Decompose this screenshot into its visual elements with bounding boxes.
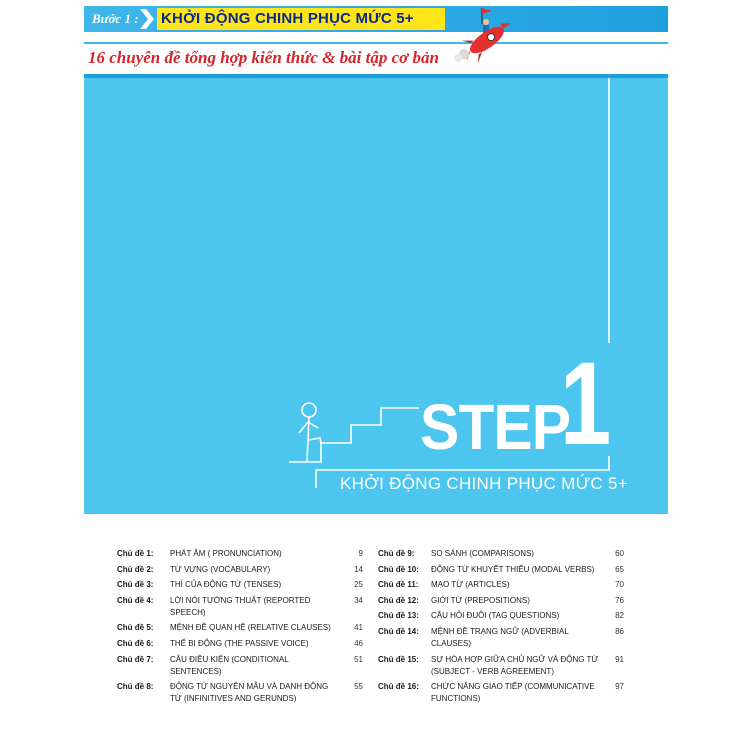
toc-label: Chủ đề 10: (378, 564, 419, 574)
toc-label: Chủ đề 3: (117, 580, 154, 590)
toc-title: PHÁT ÂM ( PRONUNCIATION) (170, 549, 282, 558)
step-word: STEP (420, 391, 571, 463)
toc-title: SO SÁNH (COMPARISONS) (431, 549, 534, 558)
toc-page: 97 (615, 682, 624, 692)
toc-label: Chủ đề 13: (378, 611, 419, 621)
chevron-right-icon (138, 8, 156, 30)
toc-title: MỆNH ĐỀ QUAN HỆ (RELATIVE CLAUSES) (170, 623, 331, 633)
toc-row[interactable] (378, 681, 624, 705)
toc-row[interactable] (378, 595, 624, 607)
toc-page: 82 (615, 611, 624, 621)
toc-label: Chủ đề 15: (378, 654, 419, 664)
rocket-icon (452, 2, 522, 64)
toc-page: 51 (354, 654, 363, 664)
toc-title: THỂ BỊ ĐỘNG (THE PASSIVE VOICE) (170, 638, 309, 648)
toc-page: 91 (615, 654, 624, 664)
toc-title: GIỚI TỪ (PREPOSITIONS) (431, 595, 530, 605)
toc-label: Chủ đề 12: (378, 595, 419, 605)
toc-left-column (117, 548, 363, 709)
section-title: KHỞI ĐỘNG CHINH PHỤC MỨC 5+ (157, 8, 445, 30)
toc-title: THÌ CỦA ĐỘNG TỪ (TENSES) (170, 580, 282, 590)
toc-row[interactable] (378, 610, 624, 622)
step-caption: KHỞI ĐỘNG CHINH PHỤC MỨC 5+ (340, 474, 628, 493)
toc-row[interactable] (117, 564, 363, 576)
toc-title: LỜI NÓI TƯỜNG THUẬT (REPORTED SPEECH) (170, 595, 311, 617)
toc-label: Chủ đề 9: (378, 549, 415, 558)
toc-row[interactable] (117, 548, 363, 560)
stick-figure (299, 403, 321, 462)
toc-page: 41 (354, 623, 363, 633)
toc-page: 60 (615, 549, 624, 558)
toc-page: 34 (354, 595, 363, 605)
toc-row[interactable] (378, 548, 624, 560)
toc-page: 25 (354, 580, 363, 590)
toc-title: ĐỘNG TỪ KHUYẾT THIẾU (MODAL VERBS) (431, 564, 595, 574)
toc-label: Chủ đề 16: (378, 682, 419, 692)
toc-title: MỆNH ĐỀ TRẠNG NGỮ (ADVERBIAL CLAUSES) (431, 626, 569, 648)
toc-title: CÂU ĐIỀU KIỆN (CONDITIONAL SENTENCES) (170, 654, 289, 676)
toc-right-column (378, 548, 624, 709)
step-number: 1 (560, 338, 612, 470)
toc-title: ĐỘNG TỪ NGUYÊN MẪU VÀ DANH ĐỘNG TỪ (INFINITIVES AND GERUNDS) (170, 682, 329, 704)
toc-label: Chủ đề 7: (117, 654, 154, 664)
toc-row[interactable] (378, 579, 624, 591)
toc-label: Chủ đề 14: (378, 626, 419, 636)
toc-page: 65 (615, 564, 624, 574)
toc-title: MẠO TỪ (ARTICLES) (431, 580, 510, 590)
toc-label: Chủ đề 4: (117, 595, 154, 605)
toc-page: 14 (354, 564, 363, 574)
toc-page: 46 (354, 638, 363, 648)
toc-title: SỰ HÒA HỢP GIỮA CHỦ NGỮ VÀ ĐỘNG TỪ (SUBJECT - VERB AGREEMENT) (431, 654, 599, 676)
toc-row[interactable] (117, 622, 363, 634)
toc-row[interactable] (117, 681, 363, 705)
toc-row[interactable] (378, 654, 624, 678)
toc-page: 76 (615, 595, 624, 605)
toc-page: 9 (358, 549, 363, 558)
toc-row[interactable] (117, 638, 363, 650)
toc-label: Chủ đề 11: (378, 580, 419, 590)
toc-label: Chủ đề 5: (117, 623, 154, 633)
toc-page: 70 (615, 580, 624, 590)
toc-title: CHỨC NĂNG GIAO TIẾP (COMMUNICATIVE FUNCTIONS) (431, 682, 595, 704)
section-subtitle: 16 chuyên đề tổng hợp kiến thức & bài tập cơ bản (88, 48, 439, 67)
toc-row[interactable] (117, 654, 363, 678)
toc-label: Chủ đề 8: (117, 682, 154, 692)
toc-label: Chủ đề 1: (117, 549, 154, 558)
toc-title: CÂU HỎI ĐUÔI (TAG QUESTIONS) (431, 611, 560, 621)
toc-label: Chủ đề 6: (117, 638, 154, 648)
toc-page: 55 (354, 682, 363, 692)
toc-row[interactable] (378, 626, 624, 650)
toc-row[interactable] (378, 564, 624, 576)
toc-label: Chủ đề 2: (117, 564, 154, 574)
toc-row[interactable] (117, 579, 363, 591)
toc-row[interactable] (117, 595, 363, 619)
toc-page: 86 (615, 626, 624, 636)
step-tag: Bước 1 : (92, 11, 139, 26)
toc-title: TỪ VỰNG (VOCABULARY) (170, 564, 271, 574)
